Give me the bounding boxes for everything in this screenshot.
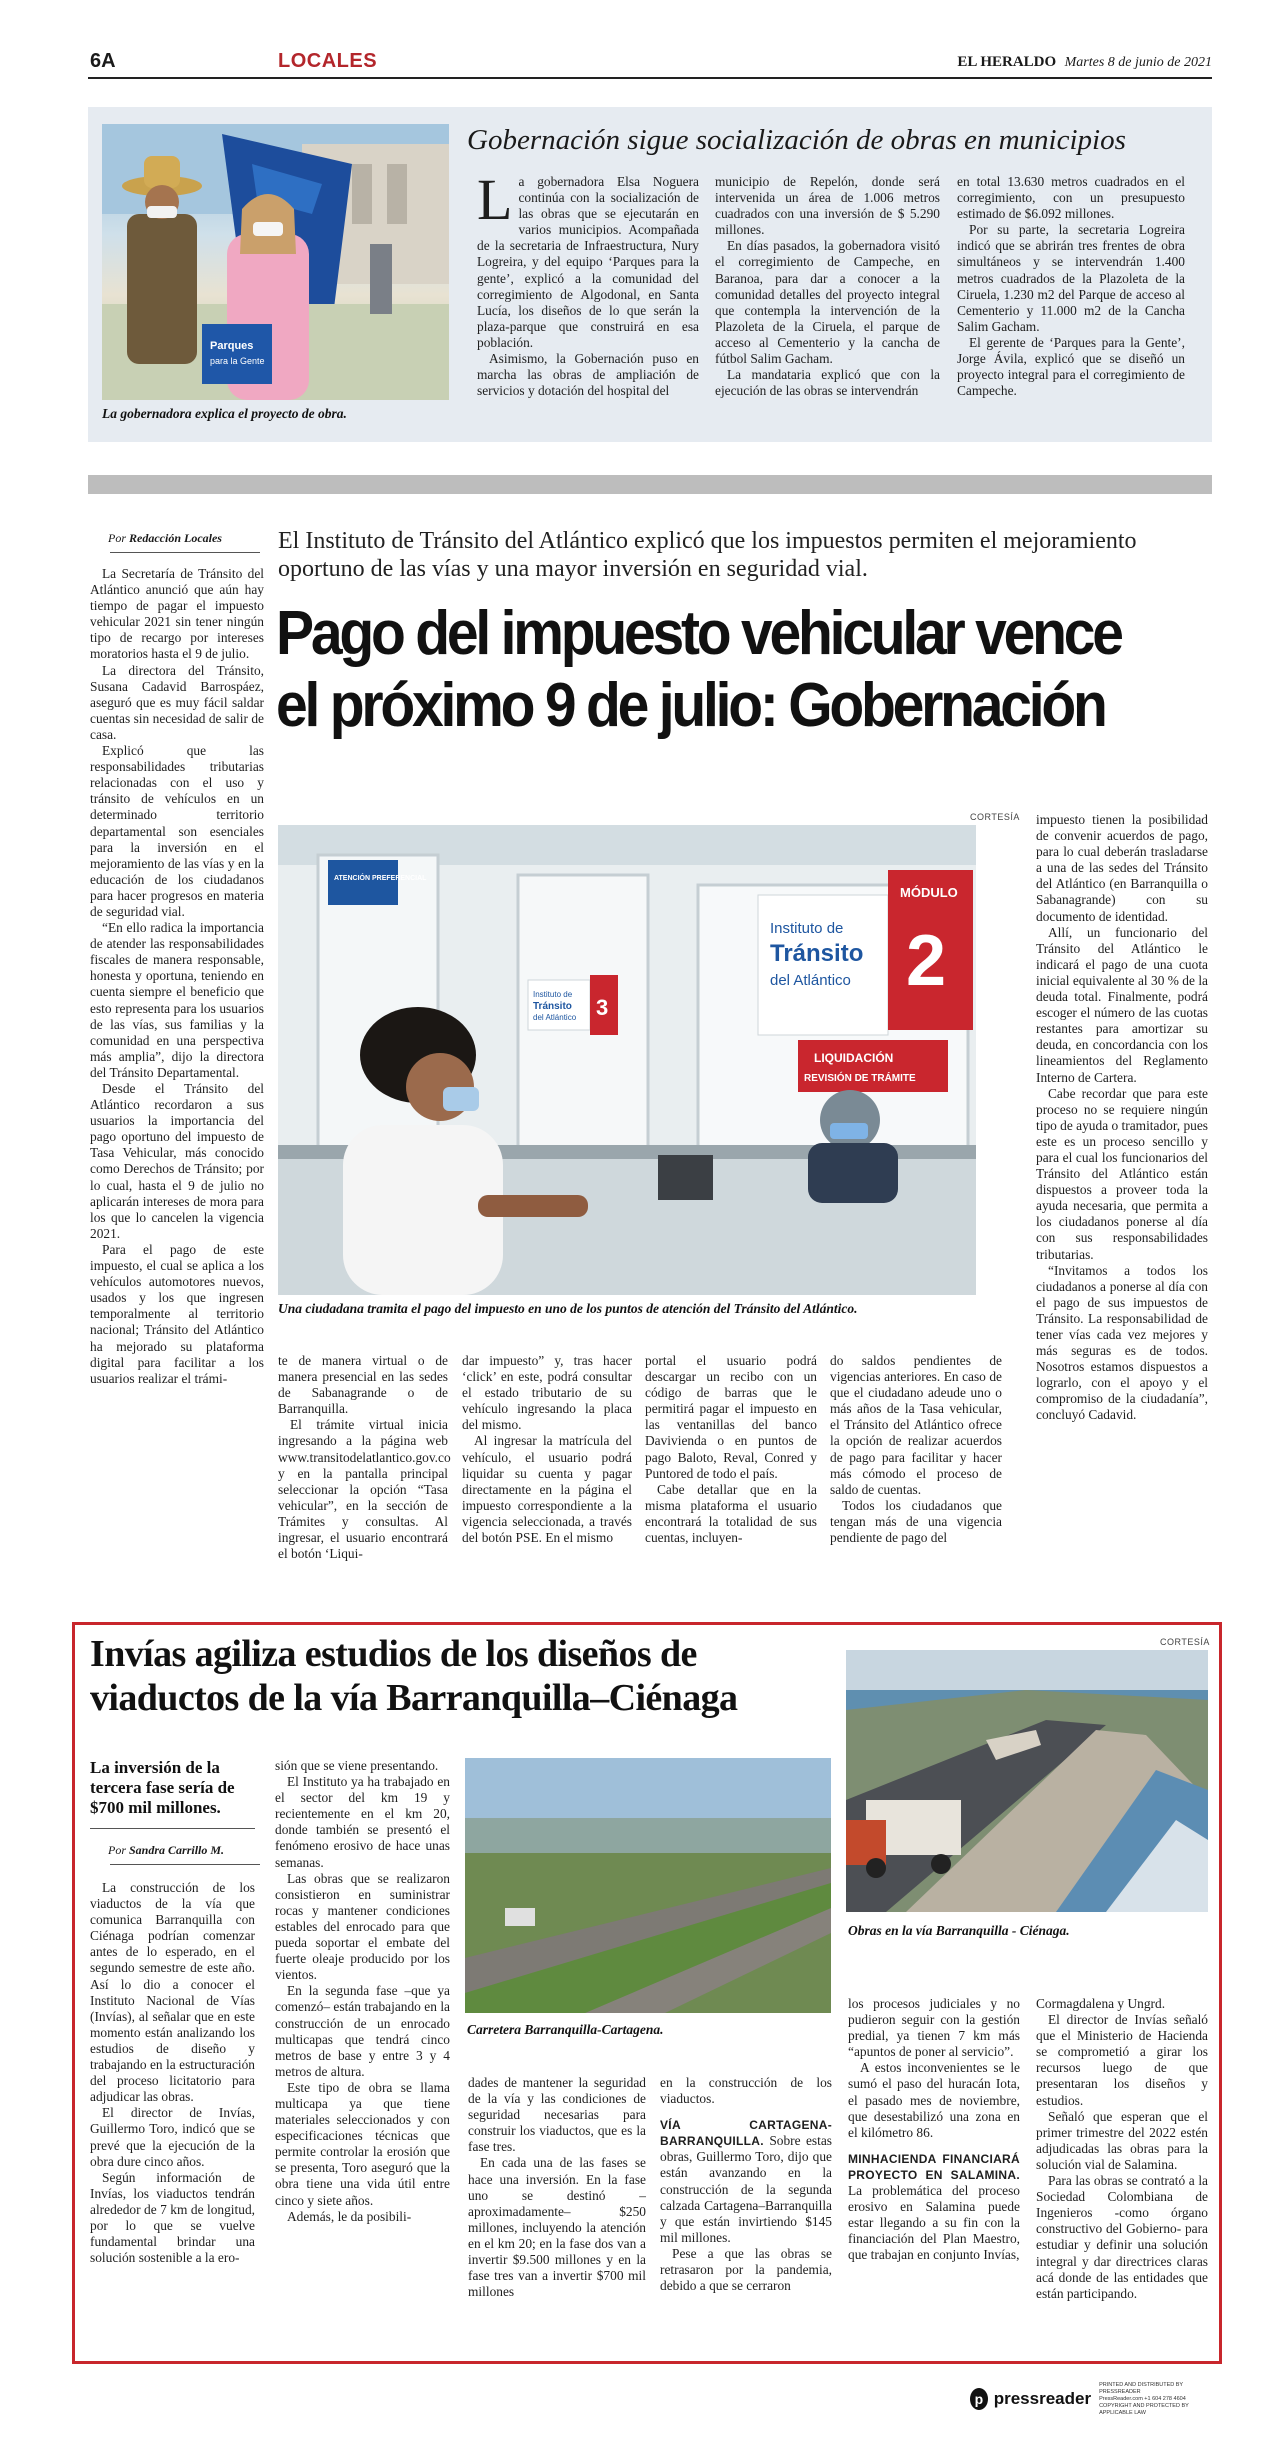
story3-photo2-illustration [465,1758,831,2013]
story2-b4-p2: Todos los ciudadanos que tengan más de una vigencia pendiente de pago del [830,1497,1002,1546]
story2-left-p1: La Secretaría de Tránsito del Atlántico anunció que aún hay tiempo de pagar el impuesto vehicular 2021 sin tener ningún tipo de recargo por intereses moratorios hasta el 9 de julio. [90,566,264,662]
story3-deck-rule [90,1828,255,1829]
header-rule [88,77,1212,79]
story1-col2 [715,174,940,399]
story3-photo-credit: CORTESÍA [1160,1637,1210,1647]
story2-right-p2: Allí, un funcionario del Tránsito del Atlántico le indicará el pago de una cuota inicial equivalente al 30 % de la deuda total. Finalmente, podrá escoger el número de las cuotas restantes para amortizar su deuda, en concordancia con los lineamientos del Reglamento Interno de Cartera. [1036,924,1208,1085]
story1-col2-p1: municipio de Repelón, donde será intervenida un área de 1.006 metros cuadrados con una inversión de $ 5.290 millones. [715,174,940,238]
story3-c5-p3: La problemática del proceso erosivo en Salamina puede estar llegando a su fin con la financiación del Plan Maestro, que trabajan en conjunto Invías, [848,2183,1020,2263]
story3-photo1 [846,1650,1208,1912]
story2-byline-prefix: Por [108,531,126,545]
story2-headline-line2: el próximo 9 de julio: Gobernación [276,671,1105,740]
photo-sign-modulo-number: 2 [906,921,947,1001]
photo-sign-instituto-line1: Instituto de [770,920,844,937]
story3-c6-p2: El director de Invías señaló que el Ministerio de Hacienda se comprometió a girar los recursos luego de que presentaran los diseños y estudios. [1036,2012,1208,2108]
story2-b3-p2: Cabe detallar que en la misma plataforma el usuario encontrará la totalidad de sus cuentas, incluyen- [645,1481,817,1546]
story1-col3-p3: El gerente de ‘Parques para la Gente’, Jorge Ávila, explicó que se diseñó un proyecto integral para el corregimiento de Campeche. [957,334,1185,399]
photo-sign-module3-number: 3 [596,995,609,1020]
story3-byline-name: Sandra Carrillo M. [129,1843,225,1857]
story2-b1-p1: te de manera virtual o de manera presencial en las sedes de Sabanagrande o de Barranquilla. [278,1353,448,1417]
story3-byline-rule [110,1864,260,1865]
pressreader-brand: pressreader [993,2389,1092,2408]
section-label: LOCALES [278,50,378,72]
story3-col4 [660,2075,832,2294]
story3-headline [90,1632,850,1720]
photo-sign-3-line3: del Atlántico [533,1013,577,1022]
story2-right-p3: Cabe recordar que para este proceso no se requiere ningún tipo de ayuda o tramitador, pues este es un proceso sencillo y para el cual los funcionarios del Tránsito del Atlántico están dispuestos a proveer toda la ayuda necesaria, que permita a los ciudadanos ponerse al día con sus responsabilidades tributarias. [1036,1085,1209,1262]
page-number: 6A [90,50,116,72]
story3-c2-p4: En la segunda fase –que ya comenzó– están trabajando en la construcción de un enrocado multicapas que tendrá cinco metros de base y entre 3 y 4 metros de altura. [275,1983,450,2079]
story3-col1 [90,1880,255,2266]
story2-headline-line1: Pago del impuesto vehicular vence [276,599,1121,668]
story2-left-p2: La directora del Tránsito, Susana Cadavid Barrospáez, aseguró que es muy fácil saldar cuentas sin necesidad de salir de casa. [90,662,264,742]
story2-b2-p1: dar impuesto” y, tras hacer ‘click’ en este, podrá consultar el estado tributario de su vehículo ingresando la placa del mismo. [462,1353,632,1433]
story3-c2-p6: Además, le da posibili- [287,2208,412,2224]
story1-col2-p2: En días pasados, la gobernadora visitó el corregimiento de Campeche, en Baranoa, para dar a conocer a la comunidad detalles del proyecto integral que contempla la intervención de la Plazoleta de la Ciruela, el parque de acceso al Cementerio y la cancha de fútbol Salim Gacham. [715,238,940,367]
story3-c4-p1: en la construcción de los viaductos. [660,2075,832,2107]
story2-bottom-col1 [278,1353,451,1562]
story3-c3-p2: En cada una de las fases se hace una inversión. En la fase uno se destinó –aproximadamente– $250 millones, incluyendo la atención en el km 20; en la fase dos van a invertir $9.500 millones y en la fase tres van a invertir $700 mil millones [468,2155,646,2300]
pressreader-fineprint [1099,2382,1210,2417]
story1-headline: Gobernación sigue socialización de obras en municipios [467,124,1126,156]
story2-byline [108,531,222,546]
story3-c1-p3: Según información de Invías, los viaductos tendrán alrededor de 7 km de longitud, por lo que se vuelve fundamental brindar una solución sostenible a la ero- [90,2169,255,2266]
story3-col5 [848,1996,1020,2264]
photo-sign-instituto-line2: Tránsito [770,940,864,967]
story1-photo [102,124,449,400]
story1-col1 [477,167,699,399]
story3-deck: La inversión de la tercera fase sería de $700 mil millones. [90,1758,235,1817]
story1-photo-illustration [102,124,449,400]
story2-photo-credit: CORTESÍA [970,812,1020,822]
story2-photo-illustration [278,825,976,1295]
story2-photo-caption: Una ciudadana tramita el pago del impuesto en uno de los puntos de atención del Tránsito del Atlántico. [278,1301,858,1316]
story3-c4-p2: Sobre estas obras, Guillermo Toro, dijo que están avanzando en la construcción de la segunda calzada Cartagena–Barranquilla y que están invirtiendo $145 mil millones. [660,2133,832,2245]
story3-c2-p1: sión que se viene presentando. [275,1758,439,1773]
masthead-info [957,54,1212,71]
story2-right-p1: impuesto tienen la posibilidad de convenir acuerdos de pago, para lo cual deberán trasladarse a una de las sedes del Tránsito del Atlántico (en Barranquilla o Sabanagrande) con su documento de identidad. [1036,812,1208,924]
story2-right-p4: “Invitamos a todos los ciudadanos a ponerse al día con el pago de sus impuestos de Tránsito. La responsabilidad de tener vías cada vez mejores y más seguras es de todos. Nosotros estamos dispuestos a lograrlo, con el apoyo y el compromiso de la ciudadanía”, concluyó Cadavid. [1036,1262,1208,1423]
story2-byline-name: Redacción Locales [129,531,222,545]
story3-col3 [468,2075,646,2300]
story1-col3 [957,174,1185,399]
newspaper-name: EL HERALDO [957,54,1057,70]
story1-col2-p3: La mandataria explicó que con la ejecución de las obras se intervendrán [715,367,940,399]
story3-col2 [275,1758,450,2225]
story3-c3-p1: dades de mantener la seguridad de la vía y las condiciones de seguridad necesarias para construir los viaductos, que es la fase tres. [468,2075,646,2155]
story3-c4-p3: Pese a que las obras se retrasaron por la pandemia, debido a que se cerraron [660,2245,832,2294]
story3-photo1-caption: Obras en la vía Barranquilla - Ciénaga. [848,1923,1070,1938]
story2-left-p6: Para el pago de este impuesto, el cual se aplica a los vehículos automotores nuevos, usados y los que ingresen temporalmente al territorio nacional; Tránsito del Atlántico ha mejorado su plataforma digital para facilitar a los usuarios realizar el trámi- [90,1241,264,1386]
story3-byline-prefix: Por [108,1843,126,1857]
story3-c5-subhead: MINHACIENDA FINANCIARÁ PROYECTO EN SALAMINA. [848,2151,1020,2182]
fineprint-line1: PRINTED AND DISTRIBUTED BY PRESSREADER [1099,2381,1184,2395]
photo-sign-modulo: MÓDULO [900,885,958,900]
story2-b2-p2: Al ingresar la matrícula del vehículo, el usuario podrá liquidar su cuenta y pagar directamente en la página el impuesto correspondiente a la vigencia seleccionada, a través del botón PSE. En el mismo [462,1433,632,1546]
story2-left-p4: “En ello radica la importancia de atender las responsabilidades fiscales de manera responsable, honesta y oportuna, teniendo en cuenta siempre el beneficio que esto representa para los usuarios de las vías, sus familias y la comunidad en una perspectiva más amplia”, dijo la directora del Tránsito Departamental. [90,920,264,1080]
fineprint-line2: PressReader.com +1 604 278 4604 [1099,2395,1186,2402]
story2-left-col [90,566,264,1387]
story2-left-p3: Explicó que las responsabilidades tributarias relacionadas con el uso y tránsito de vehículos en un determinado territorio departamental son esenciales para la inversión en el mejoramiento de las vías y en la educación de los ciudadanos para hacer progresos en materia de seguridad vial. [90,743,264,919]
pressreader-logo-icon: p [970,2388,988,2410]
svg-text:Parques: Parques [210,340,254,352]
story3-c2-p3: Las obras que se realizaron consistieron en suministrar rocas y mantener condiciones estables del enrocado para que pueda soportar el embate del fuerte oleaje producido por los vientos. [275,1870,450,1983]
svg-text:para la Gente: para la Gente [210,356,265,366]
pressreader-badge[interactable] [970,2382,1210,2416]
story2-deck: El Instituto de Tránsito del Atlántico explicó que los impuestos permiten el mejoramiento oportuno de las vías y una mayor inversión en seguridad vial. [278,528,1137,582]
section-divider-bar [88,475,1212,494]
story3-col6 [1036,1996,1208,2302]
story3-photo1-illustration [846,1650,1208,1912]
story2-headline [276,598,1141,742]
story2-bottom-col4 [830,1353,1002,1546]
story1-col1-p1: a gobernadora Elsa Noguera continúa con la socialización de las obras que se ejecutarán en varios municipios. Acompañada de la secretaria de Infraestructura, Nury Logreira, y del equipo ‘Parques para la gente’, explicó a la comunidad del corregimiento de Algodonal, en Santa Lucía, los diseños de lo que serán la plaza-parque que construirá en esa población. [477,174,699,350]
story1-photo-caption: La gobernadora explica el proyecto de obra. [102,406,347,421]
story2-byline-rule [110,552,260,553]
photo-sign-3-line1: Instituto de [533,990,573,999]
story3-c2-p5: Este tipo de obra se llama multicapa ya que tiene materiales seleccionados y con especificaciones técnicas que permite controlar la erosión que se presenta, Toro aseguró que la obra tiene una vida útil entre cinco y siete años. [275,2079,450,2208]
photo-sign-instituto-line3: del Atlántico [770,972,851,989]
story3-c1-p2: El director de Invías, Guillermo Toro, indicó que se prevé que la ejecución de la obra dure cinco años. [90,2105,255,2169]
fineprint-line3: COPYRIGHT AND PROTECTED BY APPLICABLE LAW [1099,2402,1189,2416]
story3-c6-p4: Para las obras se contrató a la Sociedad Colombiana de Ingenieros -como órgano constructivo del Gobierno- para estudiar y definir una solución integral y dar directrices claras acá donde de las entidades que están participando. [1036,2173,1208,2301]
photo-sign-revision: REVISIÓN DE TRÁMITE [804,1073,916,1084]
story3-c6-p3: Señaló que esperan que el primer trimestre del 2022 estén adjudicadas las obras para la solución vial de Salamina. [1036,2108,1208,2172]
story1-col1-p2: Asimismo, la Gobernación puso en marcha las obras de ampliación de servicios y dotación del hospital del [477,351,699,399]
photo-sign-liquidacion: LIQUIDACIÓN [814,1051,894,1065]
story3-c2-p2: El Instituto ya ha trabajado en el sector del km 19 y recientemente en el km 20, donde también se presentó el fenómeno erosivo de hace unas semanas. [275,1774,450,1870]
story2-bottom-col2 [462,1353,632,1546]
photo-sign-3-line2: Tránsito [533,1001,572,1012]
story3-photo2-caption: Carretera Barranquilla-Cartagena. [467,2022,664,2037]
story3-headline-line1: Invías agiliza estudios de los diseños de [90,1633,697,1675]
story2-photo [278,825,976,1295]
story2-b4-p1: do saldos pendientes de vigencias anteriores. En caso de que el ciudadano adeude uno o más años de la Tasa vehicular, el Tránsito del Atlántico ofrece la opción de realizar acuerdos de pago para facilitar y hacer más cómodo el proceso de saldo de cuentas. [830,1353,1002,1497]
photo-sign-preferencial: ATENCIÓN PREFERENCIAL [334,875,427,882]
story3-c5-p1: los procesos judiciales y no pudieron seguir con la gestión predial, ya tienen 7 km más “apuntos de poner al servicio”. [848,1996,1020,2060]
story3-byline [108,1843,224,1858]
story2-b3-p1: portal el usuario podrá descargar un recibo con un código de barras que le permitirá pagar el impuesto en las ventanillas del banco Davivienda o en puntos de pago Baloto, Reval, Conred y Puntored de todo el país. [645,1353,817,1481]
story2-left-p5: Desde el Tránsito del Atlántico recordaron a sus usuarios la importancia del pago oportuno del impuesto de Tasa Vehicular, más conocido como Derechos de Tránsito; por lo cual, hasta el 9 de julio no aplicarán intereses de mora para los que lo cancelen la vigencia 2021. [90,1081,264,1241]
story3-c5-p2: A estos inconvenientes se le sumó el paso del huracán Iota, el pasado mes de noviembre, que desestabilizó una zona en el kilómetro 86. [848,2060,1020,2140]
story3-c1-p1: La construcción de los viaductos de la vía que comunica Barranquilla con Ciénaga podrían comenzar antes de lo esperado, en el segundo semestre de este año. Así lo dio a conocer el Instituto Nacional de Vías (Invías), al señalar que en este momento están analizando los estudios de diseño y trabajando en la estructuración del proceso licitatorio para adjudicar las obras. [90,1880,255,2105]
story2-b1-p2: El trámite virtual inicia ingresando a la página web www.transitodelatlantico.gov.co y en la pantalla principal seleccionar la opción “Tasa vehicular”, en la sección de Trámites y consultas. Al ingresar, el usuario encontrará el botón ‘Liqui- [278,1417,451,1562]
story3-photo2 [465,1758,831,2013]
issue-date: Martes 8 de junio de 2021 [1064,55,1212,70]
story3-headline-line2: viaductos de la vía Barranquilla–Ciénaga [90,1677,738,1719]
story1-col3-p2: Por su parte, la secretaria Logreira indicó que se abrirán tres frentes de obra simultáneos y se intervendrán 1.400 metros cuadrados de la Plazoleta de la Ciruela, 1.230 m2 del Parque de acceso al Cementerio y 11.000 m2 de la Cancha Salim Gacham. [957,222,1185,334]
story3-c4-subhead: VÍA CARTAGENA-BARRANQUILLA. [660,2118,832,2149]
story1-col3-p1: en total 13.630 metros cuadrados en el corregimiento, con un presupuesto estimado de $6.092 millones. [957,174,1185,222]
story2-bottom-col3 [645,1353,817,1546]
story1-dropcap: L [477,167,513,232]
story2-right-col [1036,812,1208,1424]
story3-c6-p1: Cormagdalena y Ungrd. [1036,1996,1166,2011]
